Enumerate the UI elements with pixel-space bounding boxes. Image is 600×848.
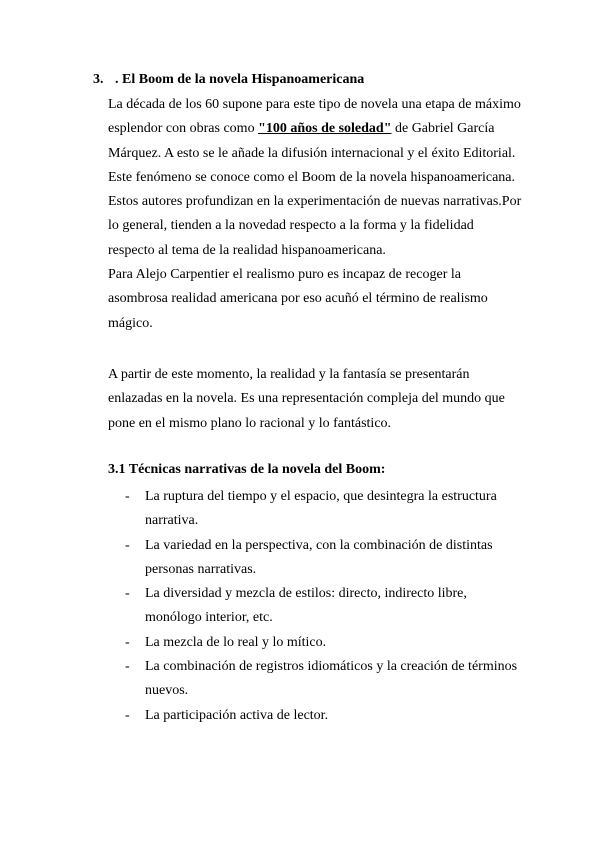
bullet-dash: - [125,634,130,650]
list-item-text [145,485,540,534]
techniques-list [0,485,600,728]
section-number: 3. [93,72,104,87]
paragraph-reality-fantasy [108,363,538,436]
text-line [108,117,538,141]
text-line: lo general, tienden a la novedad respecto a la forma y la fidelidad [108,218,474,234]
text-line: La ruptura del tiempo y el espacio, que desintegra la estructura [145,489,497,504]
text-line: La variedad en la perspectiva, con la combinación de distintas [145,537,493,553]
text-line: La diversidad y mezcla de estilos: directo, indirecto libre, [145,586,467,602]
list-item [0,704,600,728]
text-line: La década de los 60 supone para este tipo de novela una etapa de máximo [108,97,521,112]
list-item [0,582,600,631]
list-item-text [145,704,540,728]
text-line: narrativa. [145,513,199,529]
bullet-dash: - [125,586,130,602]
text-line: mágico. [108,315,153,331]
text-line: Márquez. A esto se le añade la difusión internacional y el éxito Editorial. [108,145,516,161]
text-line: A partir de este momento, la realidad y la fantasía se presentarán [108,367,470,382]
text-line: respecto al tema de la realidad hispanoamericana. [108,242,386,258]
bullet-dash: - [125,707,130,723]
text-line: La combinación de registros idiomáticos y la creación de términos [145,659,518,675]
text-line: pone en el mismo plano lo racional y lo fantástico. [108,415,392,431]
list-item-text [145,655,540,704]
list-item [0,485,600,534]
section-heading [93,72,364,88]
bullet-dash: - [125,537,130,553]
list-item-text [145,582,540,631]
section-title: . El Boom de la novela Hispanoamericana [115,72,365,87]
subsection-heading: 3.1 Técnicas narrativas de la novela del Boom: [108,462,386,477]
bullet-dash: - [125,489,130,504]
text-line: Para Alejo Carpentier el realismo puro es incapaz de recoger la [108,267,461,283]
bullet-dash: - [125,659,130,675]
text-fragment: esplendor con obras como [108,121,259,137]
text-line: nuevos. [145,683,189,699]
text-line: Este fenómeno se conoce como el Boom de la novela hispanoamericana. [108,169,516,185]
list-item-text [145,631,540,655]
list-item [0,534,600,583]
paragraph-boom-intro [108,93,538,336]
list-item-text [145,534,540,583]
list-item [0,655,600,704]
text-line: La mezcla de lo real y lo mítico. [145,634,327,650]
text-line: La participación activa de lector. [145,707,329,723]
list-item [0,631,600,655]
text-line: asombrosa realidad americana por eso acuñó el término de realismo [108,291,488,307]
text-line: monólogo interior, etc. [145,610,273,626]
book-title: "100 años de soledad" [258,121,392,137]
text-line: personas narrativas. [145,561,257,577]
text-line: Estos autores profundizan en la experimentación de nuevas narrativas.Por [108,194,522,210]
text-line: enlazadas en la novela. Es una representación compleja del mundo que [108,391,505,407]
text-fragment: de Gabriel García [391,121,495,137]
